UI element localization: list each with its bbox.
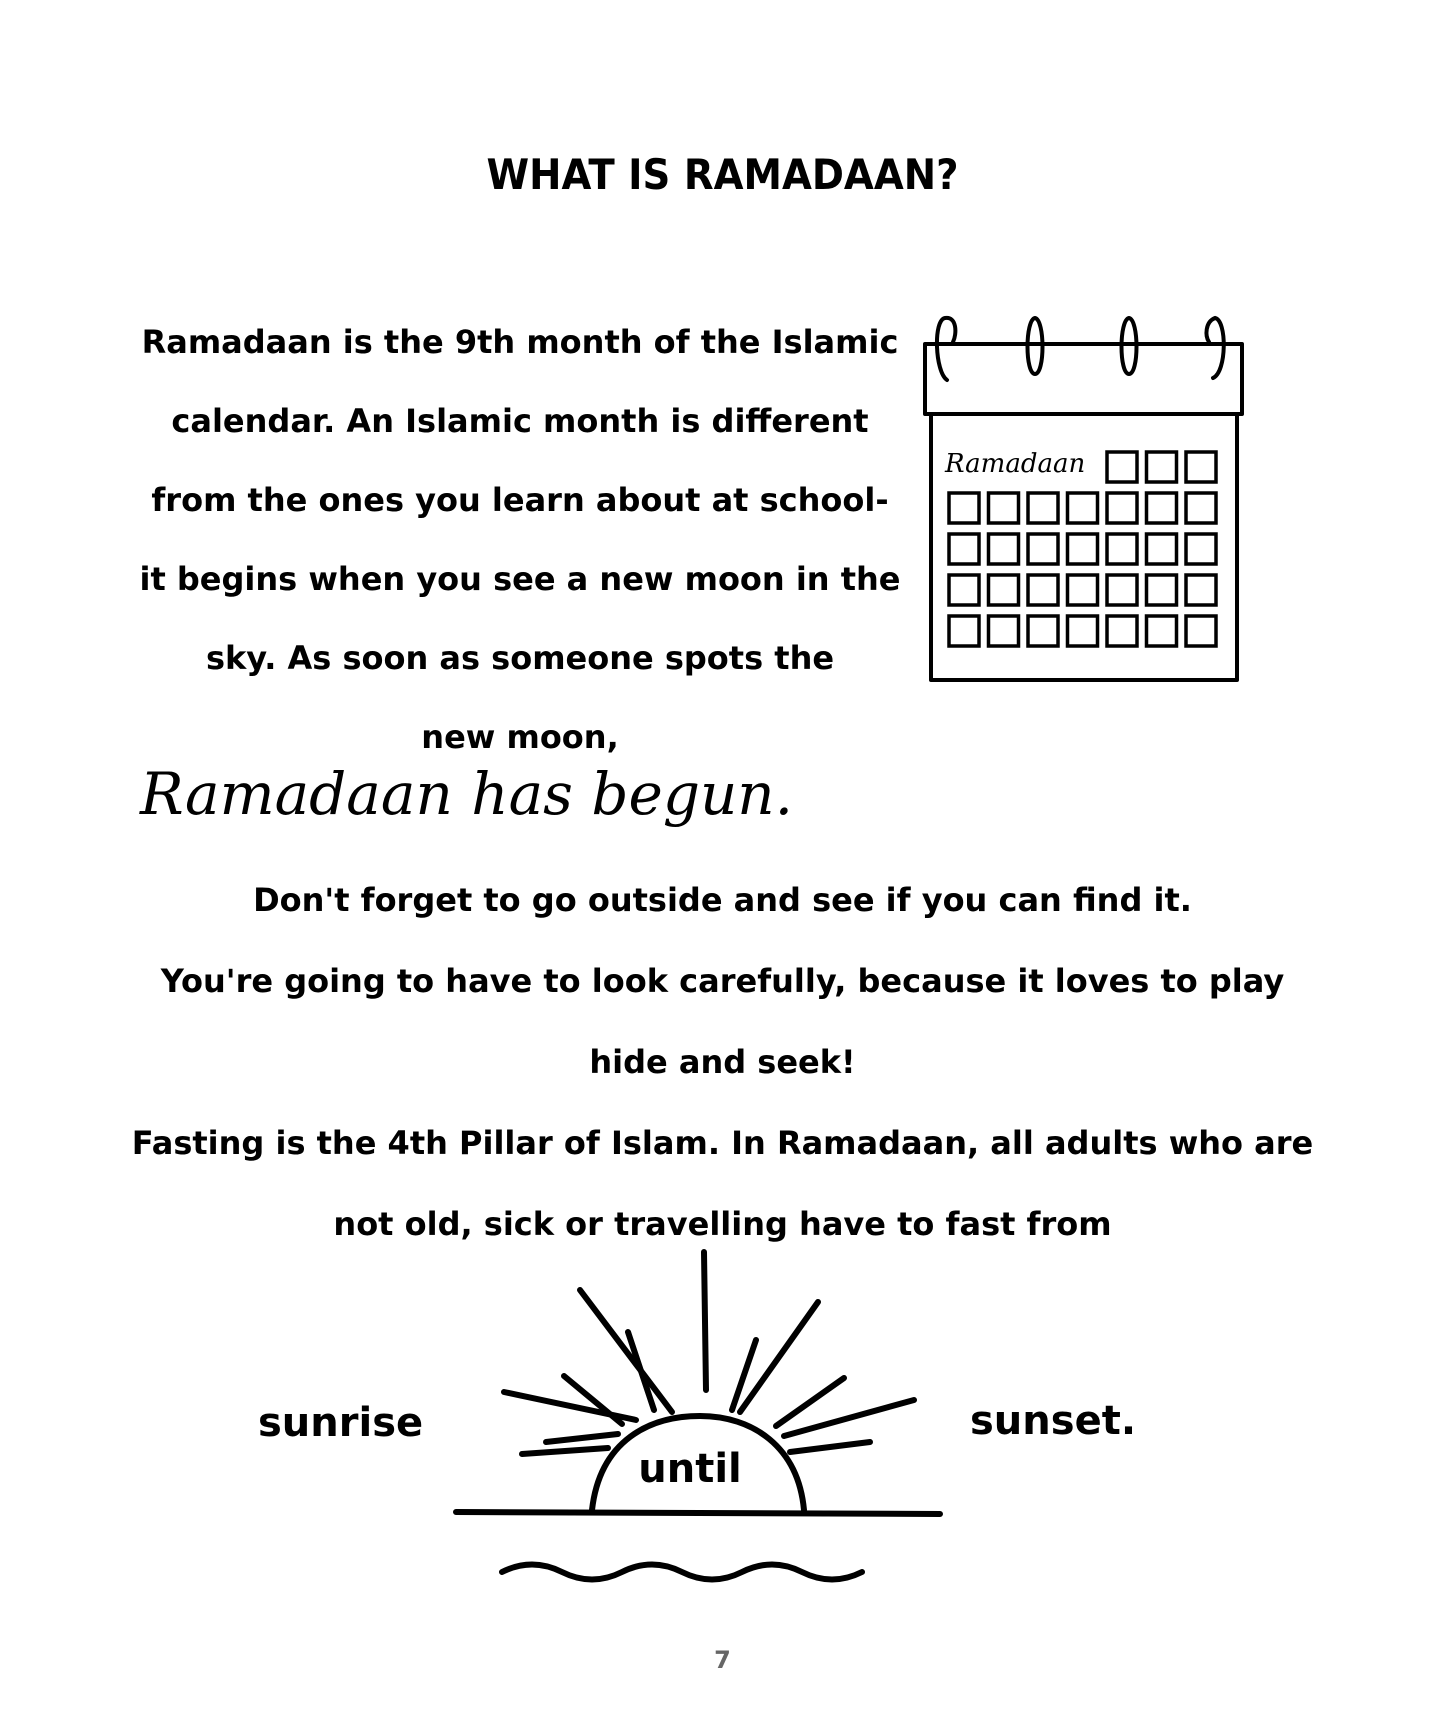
sun-ray <box>704 1252 706 1390</box>
body-line: Fasting is the 4th Pillar of Islam. In Ramadaan, all adults who are <box>131 1124 1314 1162</box>
sun-ray <box>546 1434 618 1442</box>
calendar-day-box <box>989 616 1019 646</box>
intro-line: sky. As soon as someone spots the <box>205 639 835 677</box>
body-line: not old, sick or travelling have to fast from <box>333 1205 1112 1243</box>
calendar-day-box <box>1147 493 1177 523</box>
sun-ray <box>776 1378 844 1426</box>
intro-line: calendar. An Islamic month is different <box>171 402 869 440</box>
calendar-day-box <box>1107 452 1137 482</box>
body-paragraph <box>0 860 1445 1265</box>
calendar-day-box <box>1107 616 1137 646</box>
calendar-day-box <box>1028 575 1058 605</box>
page-number: 7 <box>714 1646 731 1674</box>
sunset-label: sunset. <box>970 1398 1137 1444</box>
calendar-day-box <box>1147 575 1177 605</box>
body-line: You're going to have to look carefully, because it loves to play <box>160 962 1285 1000</box>
calendar-day-box <box>1028 534 1058 564</box>
intro-paragraph <box>125 303 915 777</box>
intro-line: from the ones you learn about at school- <box>151 481 889 519</box>
highlight-text: Ramadaan has begun. <box>140 760 794 828</box>
calendar-day-box <box>1186 493 1216 523</box>
calendar-day-box <box>1107 575 1137 605</box>
calendar-day-box <box>1068 616 1098 646</box>
calendar-day-box <box>1186 452 1216 482</box>
calendar-day-box <box>1068 575 1098 605</box>
calendar-day-box <box>949 534 979 564</box>
calendar-day-box <box>1147 616 1177 646</box>
calendar-day-box <box>989 575 1019 605</box>
calendar-day-box <box>1186 534 1216 564</box>
calendar-day-box <box>1186 616 1216 646</box>
calendar-ring <box>937 318 955 380</box>
sun-ray <box>628 1332 654 1410</box>
calendar-day-box <box>1028 493 1058 523</box>
horizon-line <box>456 1512 940 1514</box>
calendar-day-box <box>1107 493 1137 523</box>
calendar-day-box <box>949 575 979 605</box>
calendar-day-box <box>1107 534 1137 564</box>
intro-line: it begins when you see a new moon in the <box>139 560 901 598</box>
calendar-day-box <box>1068 493 1098 523</box>
sun-ray <box>522 1448 608 1454</box>
calendar-ring <box>1207 318 1224 378</box>
calendar-day-box <box>1147 452 1177 482</box>
water-wave <box>502 1565 862 1580</box>
body-line: hide and seek! <box>589 1043 856 1081</box>
intro-line: Ramadaan is the 9th month of the Islamic <box>141 323 899 361</box>
sunset-illustration <box>440 1240 960 1600</box>
body-line: Don't forget to go outside and see if you can find it. <box>253 881 1192 919</box>
calendar-illustration <box>905 312 1245 692</box>
intro-line: new moon, <box>421 718 619 756</box>
calendar-day-box <box>949 493 979 523</box>
sun-ray <box>580 1290 672 1412</box>
page-title: WHAT IS RAMADAAN? <box>486 150 959 199</box>
calendar-day-box <box>1186 575 1216 605</box>
sunrise-label: sunrise <box>258 1400 424 1446</box>
calendar-day-box <box>1147 534 1177 564</box>
calendar-day-box <box>989 493 1019 523</box>
calendar-label: Ramadaan <box>945 449 1086 479</box>
calendar-day-box <box>949 616 979 646</box>
sun-ray <box>564 1376 622 1424</box>
sun-ray <box>790 1442 870 1452</box>
calendar-day-box <box>1028 616 1058 646</box>
calendar-day-box <box>989 534 1019 564</box>
calendar-day-box <box>1068 534 1098 564</box>
calendar-header-bar <box>925 344 1242 414</box>
until-label: until <box>638 1446 742 1492</box>
